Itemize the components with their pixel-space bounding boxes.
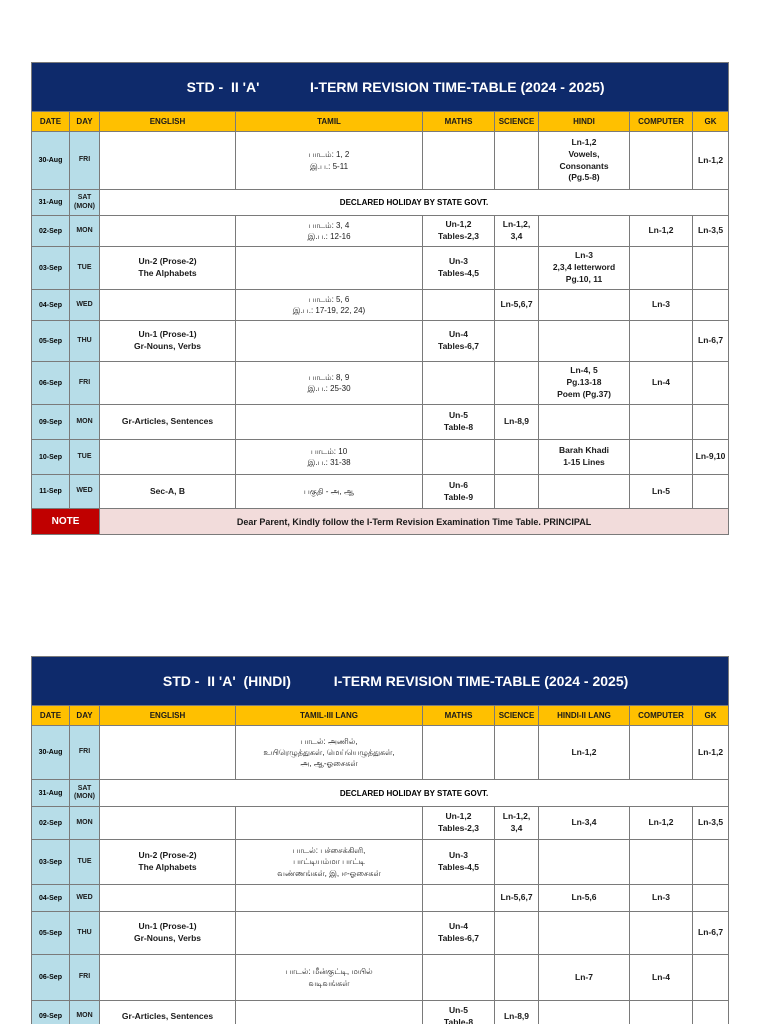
hindi-cell: Ln-5,6 bbox=[539, 885, 630, 912]
table-row bbox=[32, 132, 729, 190]
hindi-cell bbox=[539, 1001, 630, 1024]
column-header: DAY bbox=[70, 706, 100, 726]
computer-cell: Ln-1,2 bbox=[630, 216, 693, 247]
english-cell bbox=[100, 362, 236, 405]
gk-cell: Ln-6,7 bbox=[693, 912, 729, 955]
gk-cell bbox=[693, 247, 729, 290]
english-cell bbox=[100, 885, 236, 912]
day-cell: WED bbox=[70, 885, 100, 912]
date-cell: 02-Sep bbox=[32, 807, 70, 840]
date-cell: 06-Sep bbox=[32, 955, 70, 1001]
maths-cell bbox=[423, 885, 495, 912]
maths-cell: Un-6 Table-9 bbox=[423, 475, 495, 509]
date-cell: 09-Sep bbox=[32, 1001, 70, 1024]
day-cell: TUE bbox=[70, 247, 100, 290]
maths-cell: Un-3 Tables-4,5 bbox=[423, 840, 495, 885]
header-row bbox=[32, 706, 729, 726]
table-row bbox=[32, 190, 729, 216]
title-std: STD - II 'A' bbox=[186, 79, 260, 95]
hindi-cell: Ln-3 2,3,4 letterword Pg.10, 11 bbox=[539, 247, 630, 290]
date-cell: 05-Sep bbox=[32, 912, 70, 955]
holiday-cell: DECLARED HOLIDAY BY STATE GOVT. bbox=[100, 780, 729, 807]
gk-cell bbox=[693, 290, 729, 321]
maths-cell: Un-4 Tables-6,7 bbox=[423, 321, 495, 362]
computer-cell: Ln-5 bbox=[630, 475, 693, 509]
maths-cell bbox=[423, 955, 495, 1001]
tamil-cell bbox=[236, 912, 423, 955]
day-cell: FRI bbox=[70, 726, 100, 780]
table-row bbox=[32, 955, 729, 1001]
tamil-cell: பாடம்: 3, 4 இ.ப.: 12-16 bbox=[236, 216, 423, 247]
tamil-cell: பாடம்: 1, 2 இ.ப.: 5-11 bbox=[236, 132, 423, 190]
table-row bbox=[32, 475, 729, 509]
hindi-cell bbox=[539, 912, 630, 955]
day-cell: THU bbox=[70, 912, 100, 955]
maths-cell bbox=[423, 132, 495, 190]
column-header: HINDI bbox=[539, 112, 630, 132]
column-header: HINDI-II LANG bbox=[539, 706, 630, 726]
science-cell: Ln-5,6,7 bbox=[495, 885, 539, 912]
column-header: DAY bbox=[70, 112, 100, 132]
computer-cell bbox=[630, 405, 693, 440]
science-cell bbox=[495, 726, 539, 780]
gk-cell bbox=[693, 405, 729, 440]
hindi-cell bbox=[539, 321, 630, 362]
table-row bbox=[32, 840, 729, 885]
maths-cell: Un-5 Table-8 bbox=[423, 405, 495, 440]
header-row bbox=[32, 112, 729, 132]
tamil-cell: பாடம்: 5, 6 இ.ப.: 17-19, 22, 24) bbox=[236, 290, 423, 321]
gk-cell bbox=[693, 885, 729, 912]
column-header: GK bbox=[693, 706, 729, 726]
day-cell: TUE bbox=[70, 840, 100, 885]
day-cell: WED bbox=[70, 290, 100, 321]
table-row bbox=[32, 780, 729, 807]
english-cell bbox=[100, 807, 236, 840]
gk-cell: Ln-3,5 bbox=[693, 807, 729, 840]
day-cell: WED bbox=[70, 475, 100, 509]
maths-cell: Un-5 Table-8 bbox=[423, 1001, 495, 1024]
title-main: I-TERM REVISION TIME-TABLE (2024 - 2025) bbox=[333, 673, 629, 689]
date-cell: 02-Sep bbox=[32, 216, 70, 247]
computer-cell bbox=[630, 726, 693, 780]
day-cell: MON bbox=[70, 216, 100, 247]
table-row bbox=[32, 405, 729, 440]
computer-cell bbox=[630, 247, 693, 290]
date-cell: 03-Sep bbox=[32, 247, 70, 290]
day-cell: MON bbox=[70, 1001, 100, 1024]
note-row bbox=[32, 509, 729, 535]
timetable-title bbox=[32, 657, 729, 706]
table-row bbox=[32, 362, 729, 405]
hindi-cell: Ln-1,2 Vowels, Consonants (Pg.5-8) bbox=[539, 132, 630, 190]
science-cell: Ln-1,2, 3,4 bbox=[495, 216, 539, 247]
hindi-cell bbox=[539, 840, 630, 885]
maths-cell: Un-3 Tables-4,5 bbox=[423, 247, 495, 290]
computer-cell: Ln-3 bbox=[630, 290, 693, 321]
tamil-cell bbox=[236, 885, 423, 912]
tamil-cell: பகுதி - அ, ஆ bbox=[236, 475, 423, 509]
day-cell: FRI bbox=[70, 362, 100, 405]
gk-cell: Ln-1,2 bbox=[693, 726, 729, 780]
table-row bbox=[32, 912, 729, 955]
title-std: STD - II 'A' (HINDI) bbox=[162, 673, 291, 689]
column-header: COMPUTER bbox=[630, 706, 693, 726]
gk-cell: Ln-9,10 bbox=[693, 440, 729, 475]
tamil-cell: பாடல்: மீன்குட்டி, மயில் வடிவங்கள் bbox=[236, 955, 423, 1001]
computer-cell: Ln-1,2 bbox=[630, 807, 693, 840]
column-header: TAMIL bbox=[236, 112, 423, 132]
computer-cell bbox=[630, 912, 693, 955]
timetable-title bbox=[32, 63, 729, 112]
column-header: GK bbox=[693, 112, 729, 132]
english-cell: Gr-Articles, Sentences bbox=[100, 1001, 236, 1024]
maths-cell: Un-1,2 Tables-2,3 bbox=[423, 807, 495, 840]
english-cell bbox=[100, 216, 236, 247]
day-cell: SAT (MON) bbox=[70, 780, 100, 807]
english-cell bbox=[100, 132, 236, 190]
table-row bbox=[32, 247, 729, 290]
day-cell: TUE bbox=[70, 440, 100, 475]
maths-cell bbox=[423, 440, 495, 475]
english-cell bbox=[100, 955, 236, 1001]
science-cell bbox=[495, 321, 539, 362]
date-cell: 04-Sep bbox=[32, 290, 70, 321]
date-cell: 09-Sep bbox=[32, 405, 70, 440]
english-cell: Un-1 (Prose-1) Gr-Nouns, Verbs bbox=[100, 912, 236, 955]
table-row bbox=[32, 440, 729, 475]
english-cell bbox=[100, 726, 236, 780]
column-header: TAMIL-III LANG bbox=[236, 706, 423, 726]
column-header: MATHS bbox=[423, 112, 495, 132]
science-cell bbox=[495, 475, 539, 509]
hindi-cell: Ln-3,4 bbox=[539, 807, 630, 840]
column-header: DATE bbox=[32, 112, 70, 132]
computer-cell: Ln-4 bbox=[630, 955, 693, 1001]
science-cell: Ln-5,6,7 bbox=[495, 290, 539, 321]
day-cell: MON bbox=[70, 807, 100, 840]
english-cell: Sec-A, B bbox=[100, 475, 236, 509]
computer-cell bbox=[630, 840, 693, 885]
table-row bbox=[32, 290, 729, 321]
table-row bbox=[32, 216, 729, 247]
tamil-cell: பாடம்: 10 இ.ப.: 31-38 bbox=[236, 440, 423, 475]
timetable-2 bbox=[31, 656, 729, 1024]
tamil-cell: பாடல்: பச்சைக்கிளி, பாட்டியம்மா பாட்டி வண்ணங்கள், இ, ஈ-ஓசைகள் bbox=[236, 840, 423, 885]
column-header: MATHS bbox=[423, 706, 495, 726]
column-header: DATE bbox=[32, 706, 70, 726]
day-cell: THU bbox=[70, 321, 100, 362]
note-label: NOTE bbox=[32, 509, 100, 535]
hindi-cell bbox=[539, 405, 630, 440]
tamil-cell: பாடம்: 8, 9 இ.ப.: 25-30 bbox=[236, 362, 423, 405]
science-cell bbox=[495, 912, 539, 955]
table-row bbox=[32, 321, 729, 362]
science-cell bbox=[495, 132, 539, 190]
holiday-cell: DECLARED HOLIDAY BY STATE GOVT. bbox=[100, 190, 729, 216]
date-cell: 31-Aug bbox=[32, 190, 70, 216]
day-cell: FRI bbox=[70, 955, 100, 1001]
computer-cell bbox=[630, 132, 693, 190]
note-text: Dear Parent, Kindly follow the I-Term Revision Examination Time Table. PRINCIPAL bbox=[100, 509, 729, 535]
tamil-cell: பாடல்: அணில், உயிரெழுத்துகள், மெய்யெழுத்துகள், அ, ஆ-ஓசைகள் bbox=[236, 726, 423, 780]
date-cell: 30-Aug bbox=[32, 726, 70, 780]
maths-cell: Un-1,2 Tables-2,3 bbox=[423, 216, 495, 247]
maths-cell bbox=[423, 362, 495, 405]
science-cell bbox=[495, 955, 539, 1001]
hindi-cell bbox=[539, 216, 630, 247]
computer-cell: Ln-4 bbox=[630, 362, 693, 405]
tamil-cell bbox=[236, 405, 423, 440]
maths-cell: Un-4 Tables-6,7 bbox=[423, 912, 495, 955]
date-cell: 06-Sep bbox=[32, 362, 70, 405]
table-row bbox=[32, 807, 729, 840]
date-cell: 11-Sep bbox=[32, 475, 70, 509]
column-header: SCIENCE bbox=[495, 706, 539, 726]
date-cell: 10-Sep bbox=[32, 440, 70, 475]
science-cell bbox=[495, 247, 539, 290]
column-header: ENGLISH bbox=[100, 112, 236, 132]
science-cell bbox=[495, 440, 539, 475]
computer-cell bbox=[630, 1001, 693, 1024]
date-cell: 30-Aug bbox=[32, 132, 70, 190]
english-cell: Un-1 (Prose-1) Gr-Nouns, Verbs bbox=[100, 321, 236, 362]
computer-cell bbox=[630, 321, 693, 362]
date-cell: 31-Aug bbox=[32, 780, 70, 807]
gk-cell: Ln-3,5 bbox=[693, 216, 729, 247]
science-cell: Ln-1,2, 3,4 bbox=[495, 807, 539, 840]
day-cell: SAT (MON) bbox=[70, 190, 100, 216]
maths-cell bbox=[423, 290, 495, 321]
maths-cell bbox=[423, 726, 495, 780]
timetable-1 bbox=[31, 62, 729, 535]
hindi-cell: Ln-7 bbox=[539, 955, 630, 1001]
table-row bbox=[32, 885, 729, 912]
gk-cell bbox=[693, 840, 729, 885]
title-main: I-TERM REVISION TIME-TABLE (2024 - 2025) bbox=[309, 79, 605, 95]
english-cell: Gr-Articles, Sentences bbox=[100, 405, 236, 440]
english-cell bbox=[100, 290, 236, 321]
hindi-cell: Barah Khadi 1-15 Lines bbox=[539, 440, 630, 475]
english-cell: Un-2 (Prose-2) The Alphabets bbox=[100, 840, 236, 885]
tamil-cell bbox=[236, 247, 423, 290]
date-cell: 05-Sep bbox=[32, 321, 70, 362]
day-cell: FRI bbox=[70, 132, 100, 190]
computer-cell bbox=[630, 440, 693, 475]
tamil-cell bbox=[236, 1001, 423, 1024]
date-cell: 03-Sep bbox=[32, 840, 70, 885]
column-header: ENGLISH bbox=[100, 706, 236, 726]
hindi-cell bbox=[539, 475, 630, 509]
day-cell: MON bbox=[70, 405, 100, 440]
gk-cell bbox=[693, 475, 729, 509]
science-cell: Ln-8,9 bbox=[495, 1001, 539, 1024]
column-header: SCIENCE bbox=[495, 112, 539, 132]
english-cell bbox=[100, 440, 236, 475]
gk-cell bbox=[693, 1001, 729, 1024]
gk-cell bbox=[693, 955, 729, 1001]
table-row bbox=[32, 1001, 729, 1024]
tamil-cell bbox=[236, 321, 423, 362]
gk-cell: Ln-6,7 bbox=[693, 321, 729, 362]
science-cell bbox=[495, 840, 539, 885]
science-cell: Ln-8,9 bbox=[495, 405, 539, 440]
date-cell: 04-Sep bbox=[32, 885, 70, 912]
english-cell: Un-2 (Prose-2) The Alphabets bbox=[100, 247, 236, 290]
tamil-cell bbox=[236, 807, 423, 840]
column-header: COMPUTER bbox=[630, 112, 693, 132]
computer-cell: Ln-3 bbox=[630, 885, 693, 912]
gk-cell: Ln-1,2 bbox=[693, 132, 729, 190]
hindi-cell bbox=[539, 290, 630, 321]
table-row bbox=[32, 726, 729, 780]
hindi-cell: Ln-4, 5 Pg.13-18 Poem (Pg.37) bbox=[539, 362, 630, 405]
science-cell bbox=[495, 362, 539, 405]
gk-cell bbox=[693, 362, 729, 405]
hindi-cell: Ln-1,2 bbox=[539, 726, 630, 780]
